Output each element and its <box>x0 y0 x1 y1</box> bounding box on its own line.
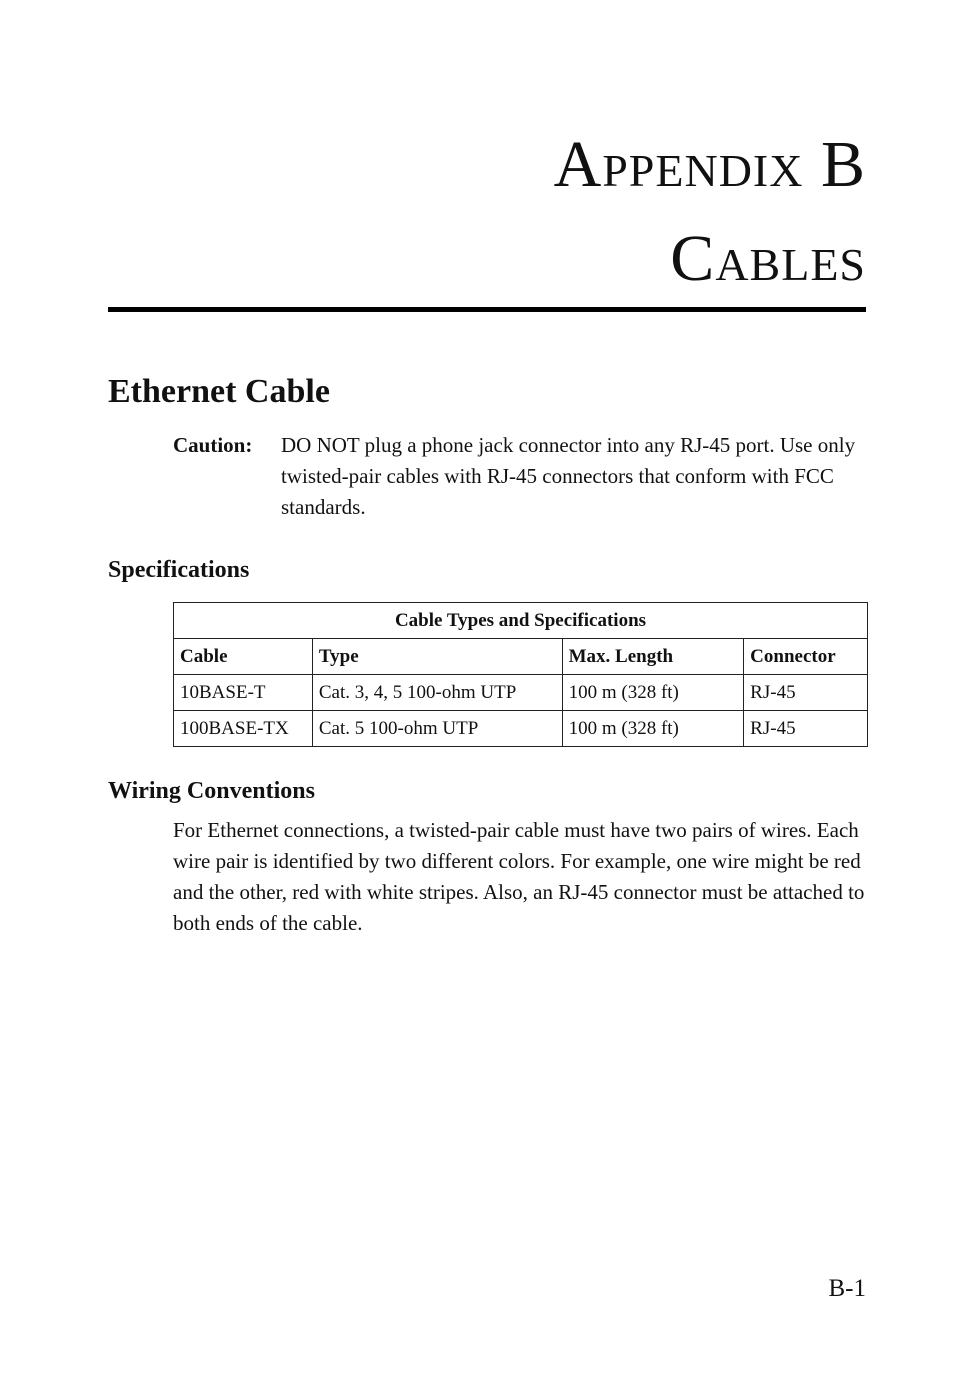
cell-connector: RJ-45 <box>744 711 868 747</box>
cable-spec-table <box>173 602 868 747</box>
cell-type: Cat. 3, 4, 5 100-ohm UTP <box>312 675 562 711</box>
title-line-appendix: Appendix B <box>553 128 866 201</box>
table-row <box>174 675 868 711</box>
subheading-specifications: Specifications <box>108 557 250 583</box>
cell-connector: RJ-45 <box>744 675 868 711</box>
cell-cable: 10BASE-T <box>174 675 313 711</box>
cell-type: Cat. 5 100-ohm UTP <box>312 711 562 747</box>
caution-label: Caution: <box>173 433 253 457</box>
title-line-cables: Cables <box>670 222 866 295</box>
page-number: B-1 <box>828 1275 866 1302</box>
table-row <box>174 711 868 747</box>
cell-max-length: 100 m (328 ft) <box>562 711 744 747</box>
column-header-type: Type <box>312 639 562 675</box>
table-caption-row <box>174 603 868 639</box>
table-caption: Cable Types and Specifications <box>174 603 868 639</box>
column-header-connector: Connector <box>744 639 868 675</box>
wiring-conventions-text: For Ethernet connections, a twisted-pair cable must have two pairs of wires. Each wire pair is identified by two different colors. For example, one wire might be red and the other, red with white stripes. Also, an RJ-45 connector must be attached to both ends of the cable. <box>173 818 865 935</box>
table-header-row <box>174 639 868 675</box>
column-header-max-length: Max. Length <box>562 639 744 675</box>
section-heading-ethernet-cable: Ethernet Cable <box>108 373 330 410</box>
title-divider <box>108 307 866 312</box>
column-header-cable: Cable <box>174 639 313 675</box>
caution-note <box>173 430 863 523</box>
cell-cable: 100BASE-TX <box>174 711 313 747</box>
caution-text: DO NOT plug a phone jack connector into any RJ-45 port. Use only twisted-pair cables with RJ-45 connectors that conform with FCC standards. <box>281 433 856 519</box>
cell-max-length: 100 m (328 ft) <box>562 675 744 711</box>
subheading-wiring-conventions: Wiring Conventions <box>108 778 315 804</box>
page-title <box>554 118 866 306</box>
